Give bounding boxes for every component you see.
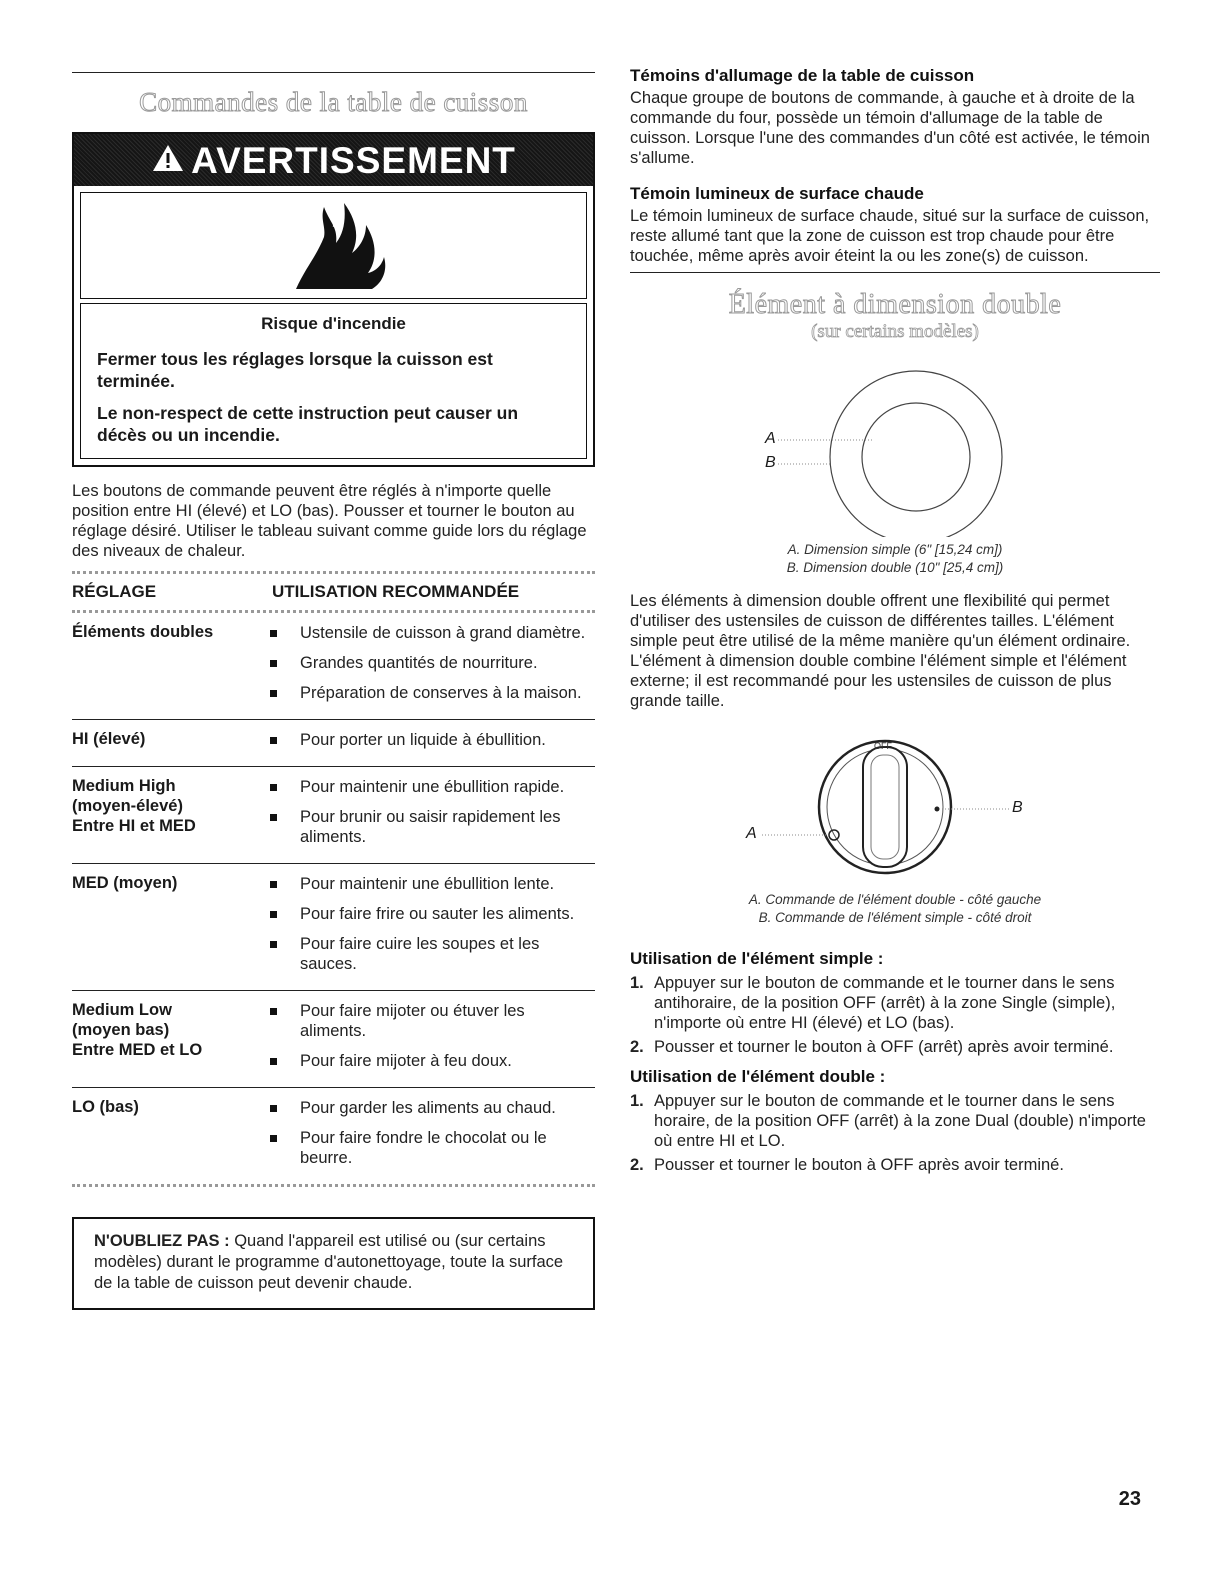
page-number: 23	[1118, 1488, 1141, 1510]
use-item: Pour garder les aliments au chaud.	[258, 1098, 595, 1118]
step-number: 1.	[630, 1092, 644, 1110]
use-item: Ustensile de cuisson à grand diamètre.	[258, 623, 595, 643]
step-item	[630, 1037, 1160, 1057]
setting-label: LO (bas)	[72, 1098, 139, 1116]
step-number: 1.	[630, 974, 644, 992]
table-row	[72, 991, 595, 1088]
table-row	[72, 720, 595, 767]
hot-surface-title: Témoin lumineux de surface chaude	[630, 184, 924, 203]
ring-caption-b: B. Dimension double (10" [25,4 cm])	[786, 560, 1004, 575]
element-rings-illustration	[630, 347, 1160, 537]
use-item: Pour faire cuire les soupes et les sauces.	[258, 934, 595, 974]
knob-caption-a: A. Commande de l'élément double - côté gauche	[748, 892, 1042, 907]
use-list	[258, 777, 595, 857]
top-rule	[72, 72, 595, 73]
reminder-box	[72, 1217, 595, 1310]
warning-box	[72, 132, 595, 467]
setting-label: Entre HI et MED	[72, 817, 196, 835]
knob-off-label: OFF	[874, 741, 892, 751]
setting-label: Entre MED et LO	[72, 1041, 203, 1059]
step-text: Pousser et tourner le bouton à OFF après avoir terminé.	[654, 1156, 1064, 1174]
step-item	[630, 1155, 1160, 1175]
table-header-setting: RÉGLAGE	[72, 582, 157, 601]
indicator-text: Chaque groupe de boutons de commande, à gauche et à droite de la commande du four, possède un témoin d'allumage de la table de cuisson. Lorsque l'une des commandes d'un côté est activée, le témoin s'allume.	[630, 89, 1150, 167]
setting-cell	[72, 1098, 258, 1178]
warning-header-label: AVERTISSEMENT	[191, 140, 516, 181]
fire-icon	[286, 197, 396, 293]
setting-label: MED (moyen)	[72, 874, 178, 892]
knob-label-a: A	[746, 825, 757, 842]
element-diagram	[630, 347, 1160, 537]
setting-cell	[72, 874, 258, 984]
use-list	[258, 623, 595, 713]
table-header-use: UTILISATION RECOMMANDÉE	[272, 582, 520, 601]
step-number: 2.	[630, 1156, 644, 1174]
warning-triangle-icon	[151, 140, 185, 182]
use-item: Pour faire frire ou sauter les aliments.	[258, 904, 595, 924]
warning-title: Risque d'incendie	[261, 314, 406, 333]
knob-diagram	[630, 727, 1160, 877]
hot-surface-text: Le témoin lumineux de surface chaude, situé sur la surface de cuisson, reste allumé tant que la zone de cuisson est trop chaude pour être touchée, même après avoir éteint la ou les zone(s) de cuisson.	[630, 207, 1150, 265]
setting-label: Éléments doubles	[72, 623, 214, 641]
reminder-label: N'OUBLIEZ PAS :	[94, 1232, 230, 1250]
setting-cell	[72, 623, 258, 713]
right-column	[630, 66, 1160, 1185]
step-text: Appuyer sur le bouton de commande et le tourner dans le sens antihoraire, de la position OFF (arrêt) à la zone Single (simple), n'importe où entre HI (élevé) et LO (bas).	[654, 974, 1116, 1032]
use-item: Préparation de conserves à la maison.	[258, 683, 595, 703]
setting-cell	[72, 1001, 258, 1081]
setting-label: Medium High	[72, 777, 176, 795]
section-title: Commandes de la table de cuisson	[139, 87, 528, 117]
use-item: Pour brunir ou saisir rapidement les aliments.	[258, 807, 595, 847]
step-text: Appuyer sur le bouton de commande et le tourner dans le sens horaire, de la position OFF (arrêt) à la zone Dual (double) n'importe où entre HI et LO.	[654, 1092, 1146, 1150]
use-list	[258, 1001, 595, 1081]
dual-element-text: Les éléments à dimension double offrent une flexibilité qui permet d'utiliser des ustensiles de cuisson de différentes tailles. L'élément simple peut être utilisé de la même manière qu'un élément ordinaire. L'élément à dimension double combine l'élément simple et l'élément externe; il est recommandé pour les ustensiles de cuisson de plus grande taille.	[630, 592, 1131, 710]
right-rule	[630, 272, 1160, 273]
indicator-title: Témoins d'allumage de la table de cuisson	[630, 66, 975, 85]
double-element-steps	[630, 1091, 1160, 1175]
warning-icon-area	[80, 192, 587, 299]
step-number: 2.	[630, 1038, 644, 1056]
dual-element-subtitle: (sur certains modèles)	[811, 321, 979, 342]
warning-line-1: Fermer tous les réglages lorsque la cuisson est terminée.	[97, 349, 493, 391]
use-item: Pour maintenir une ébullition rapide.	[258, 777, 595, 797]
knob-caption-b: B. Commande de l'élément simple - côté droit	[758, 910, 1032, 925]
warning-text-area	[80, 303, 587, 459]
double-element-title: Utilisation de l'élément double :	[630, 1067, 886, 1086]
knob-label-b: B	[1012, 799, 1023, 816]
warning-header	[74, 134, 593, 186]
step-text: Pousser et tourner le bouton à OFF (arrêt) après avoir terminé.	[654, 1038, 1114, 1056]
setting-label: HI (élevé)	[72, 730, 146, 748]
setting-cell	[72, 730, 258, 760]
use-list	[258, 1098, 595, 1178]
settings-table	[72, 571, 595, 1187]
setting-label: (moyen-élevé)	[72, 797, 183, 815]
knob-illustration	[630, 727, 1160, 877]
use-item: Pour maintenir une ébullition lente.	[258, 874, 595, 894]
use-item: Pour porter un liquide à ébullition.	[258, 730, 595, 750]
ring-label-b: B	[765, 454, 776, 471]
use-list	[258, 730, 595, 760]
setting-label: Medium Low	[72, 1001, 172, 1019]
warning-line-2: Le non-respect de cette instruction peut causer un décès ou un incendie.	[97, 403, 519, 445]
table-row	[72, 613, 595, 720]
dual-element-title: Élément à dimension double	[728, 289, 1062, 320]
single-element-title: Utilisation de l'élément simple :	[630, 949, 884, 968]
step-item	[630, 973, 1160, 1033]
use-item: Pour faire mijoter à feu doux.	[258, 1051, 595, 1071]
table-row	[72, 864, 595, 991]
use-item: Grandes quantités de nourriture.	[258, 653, 595, 673]
ring-caption-a: A. Dimension simple (6" [15,24 cm])	[787, 542, 1003, 557]
use-item: Pour faire mijoter ou étuver les aliments.	[258, 1001, 595, 1041]
table-row	[72, 767, 595, 864]
left-column	[72, 72, 595, 1310]
ring-label-a: A	[765, 430, 776, 447]
intro-paragraph: Les boutons de commande peuvent être réglés à n'importe quelle position entre HI (élevé) et LO (bas). Pousser et tourner le bouton au réglage désiré. Utiliser le tableau suivant comme guide lors du réglage des niveaux de chaleur.	[72, 482, 587, 560]
setting-label: (moyen bas)	[72, 1021, 170, 1039]
reminder-text: Quand l'appareil est utilisé ou (sur certains modèles) durant le programme d'autonettoyage, toute la surface de la table de cuisson peut devenir chaude.	[94, 1232, 564, 1292]
use-item: Pour faire fondre le chocolat ou le beurre.	[258, 1128, 595, 1168]
table-row	[72, 1088, 595, 1187]
table-body	[72, 613, 595, 1187]
single-element-steps	[630, 973, 1160, 1057]
table-header	[72, 571, 595, 613]
setting-cell	[72, 777, 258, 857]
step-item	[630, 1091, 1160, 1151]
use-list	[258, 874, 595, 984]
